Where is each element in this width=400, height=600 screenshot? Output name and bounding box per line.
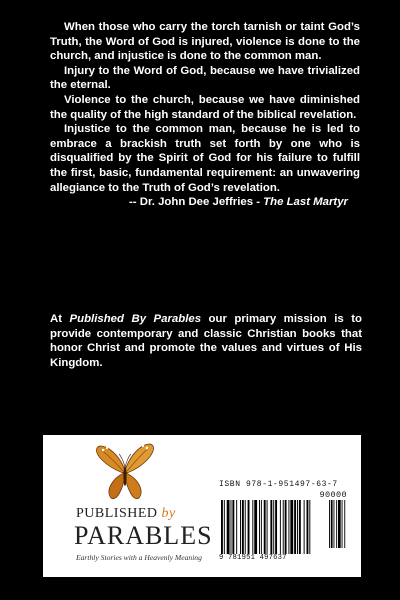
publisher-logo [71,438,231,574]
quote-paragraph-3: Violence to the church, because we have diminished the quality of the high standard of the biblical revelation. [50,93,360,121]
quote-attribution [50,195,360,210]
barcode-digits: 9 781951 497637 [219,554,287,562]
price-code: 90000 [319,490,347,500]
mission-text: our primary mission is to provide contemporary and classic Christian books that honor Christ and promote the values and virtues of His Kingdom. [50,313,362,369]
mission-publisher-name: Published By Parables [69,313,202,325]
barcode-bars [219,500,351,554]
butterfly-icon [95,440,155,508]
quote-paragraph-2: Injury to the Word of God, because we have trivialized the eternal. [50,64,360,92]
publisher-panel [43,435,361,577]
mission-statement [50,312,362,370]
quote-block [50,20,360,210]
attribution-author: -- Dr. John Dee Jeffries - [128,196,264,209]
mission-prefix: At [50,313,70,325]
logo-parables: PARABLES [74,521,213,550]
isbn-number: ISBN 978-1-951497-63-7 [219,480,338,489]
logo-published: PUBLISHED [76,506,158,521]
quote-paragraph-1: When those who carry the torch tarnish or taint God’s Truth, the Word of God is injured, violence is done to the church, and injustice is done to the common man. [50,21,360,63]
logo-published-by [76,506,176,522]
logo-by: by [161,506,176,521]
quote-paragraph-4: Injustice to the common man, because he is led to embrace a brackish truth set forth by one who is disqualified by the Spirit of God for his failure to fulfill the first, basic, fundamental requirement: an unwavering allegiance to the Truth of God’s revelation. [50,123,360,194]
isbn-barcode [219,480,351,565]
attribution-book-title: The Last Martyr [263,196,348,209]
logo-tagline: Earthly Stories with a Heavenly Meaning [76,553,202,562]
